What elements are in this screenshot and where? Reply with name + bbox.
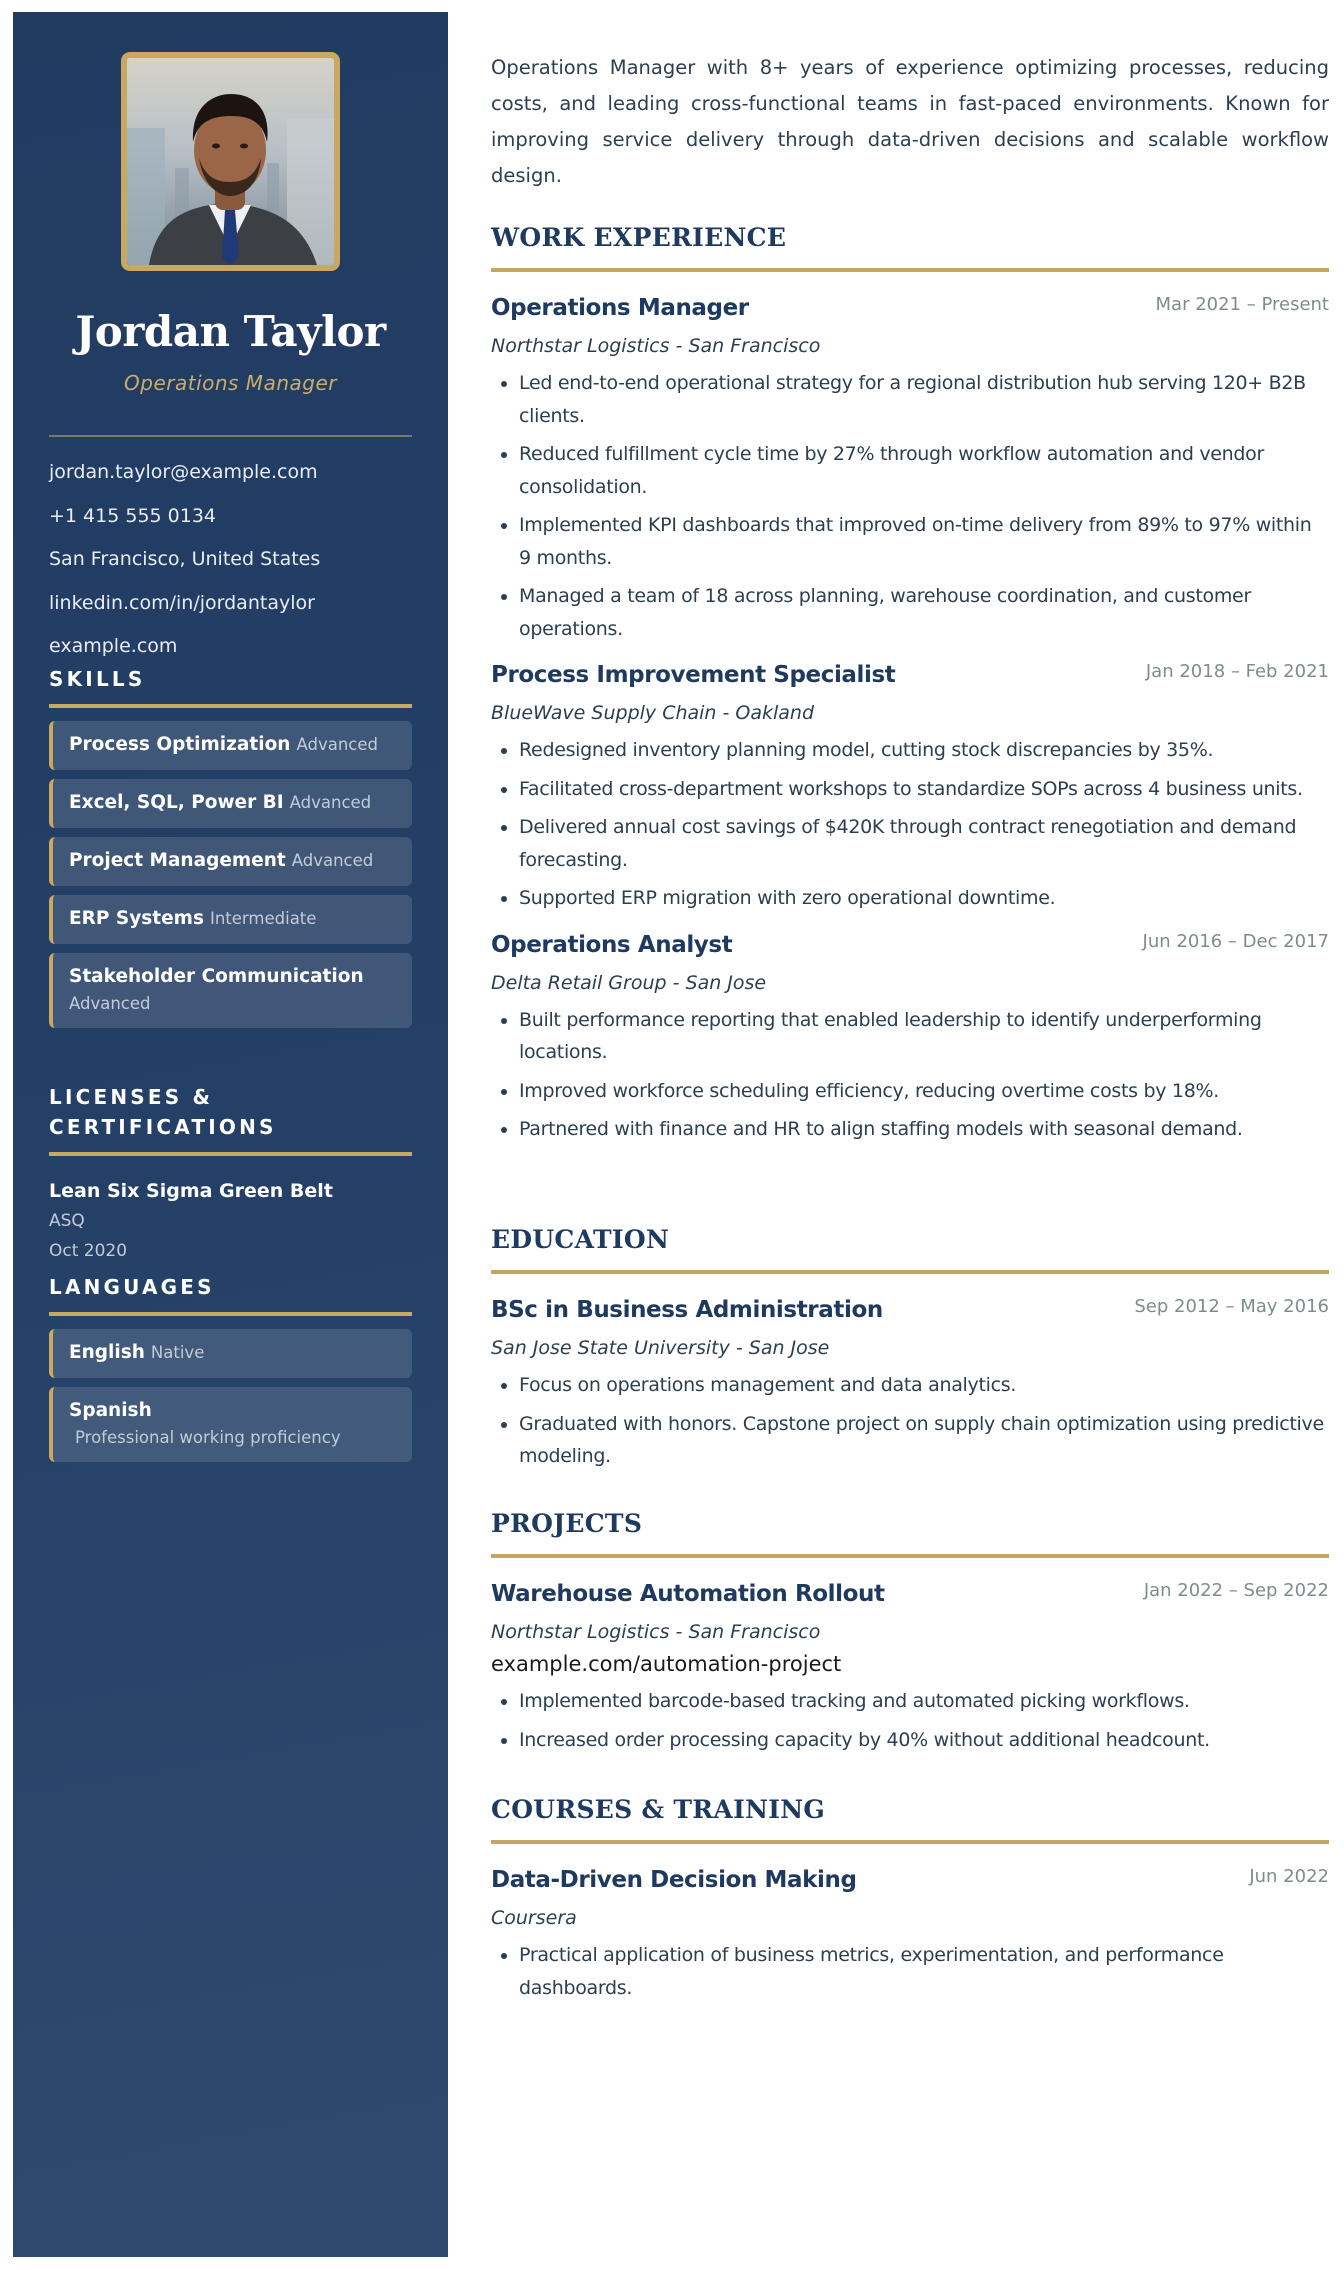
bullet-item: Implemented barcode-based tracking and automated picking workflows. bbox=[491, 1685, 1329, 1718]
bullet-item: Facilitated cross-department workshops to standardize SOPs across 4 business units. bbox=[491, 773, 1329, 806]
entry-organization: San Jose State University - San Jose bbox=[491, 1337, 830, 1359]
section-rule bbox=[491, 1840, 1329, 1844]
bullet-list bbox=[491, 367, 1329, 645]
bullet-item: Partnered with finance and HR to align staffing models with seasonal demand. bbox=[491, 1113, 1329, 1146]
skill-item bbox=[49, 895, 412, 944]
entry-organization: Northstar Logistics - San Francisco bbox=[491, 335, 821, 357]
entry-date: Jun 2016 – Dec 2017 bbox=[1142, 930, 1329, 952]
project-link[interactable]: example.com/automation-project bbox=[491, 1652, 842, 1676]
contact-list bbox=[49, 457, 412, 675]
section-rule bbox=[491, 1554, 1329, 1558]
bullet-item: Delivered annual cost savings of $420K through contract renegotiation and demand forecasting. bbox=[491, 811, 1329, 876]
certifications-heading: LICENSES & CERTIFICATIONS bbox=[49, 1085, 277, 1139]
cert-issuer: ASQ bbox=[49, 1211, 85, 1231]
bullet-list bbox=[491, 1004, 1329, 1146]
entry-date: Jan 2018 – Feb 2021 bbox=[1145, 661, 1329, 682]
bullet-item: Focus on operations management and data analytics. bbox=[491, 1369, 1329, 1402]
projects-heading: PROJECTS bbox=[491, 1509, 643, 1538]
cert-name: Lean Six Sigma Green Belt bbox=[49, 1180, 333, 1202]
skill-name: Stakeholder Communication bbox=[69, 966, 364, 987]
course-entry bbox=[491, 1862, 1329, 2004]
languages-heading: LANGUAGES bbox=[49, 1275, 215, 1299]
email-link[interactable]: jordan.taylor@example.com bbox=[49, 461, 318, 483]
bullet-item: Increased order processing capacity by 40% without additional headcount. bbox=[491, 1724, 1329, 1757]
skill-name: Project Management bbox=[69, 850, 286, 871]
languages-section bbox=[49, 1272, 412, 1462]
work-entry bbox=[491, 927, 1329, 1146]
entry-title: Operations Analyst bbox=[491, 931, 733, 958]
skill-item bbox=[49, 837, 412, 886]
section-rule bbox=[49, 1152, 412, 1156]
entry-title: BSc in Business Administration bbox=[491, 1297, 883, 1323]
skill-level: Advanced bbox=[291, 851, 374, 870]
courses-heading: COURSES & TRAINING bbox=[491, 1795, 826, 1824]
work-experience-heading: WORK EXPERIENCE bbox=[491, 223, 787, 252]
location: San Francisco, United States bbox=[49, 548, 321, 570]
entry-date: Jan 2022 – Sep 2022 bbox=[1143, 1580, 1329, 1601]
person-portrait-icon bbox=[127, 58, 334, 265]
skill-item bbox=[49, 953, 412, 1028]
phone-number: +1 415 555 0134 bbox=[49, 504, 217, 527]
work-entry bbox=[491, 290, 1329, 645]
skill-item bbox=[49, 779, 412, 828]
bullet-list bbox=[491, 734, 1329, 915]
skill-item bbox=[49, 721, 412, 770]
divider bbox=[49, 435, 412, 437]
skill-level: Advanced bbox=[69, 994, 151, 1013]
skills-heading: SKILLS bbox=[49, 667, 146, 691]
language-level: Professional working proficiency bbox=[75, 1428, 341, 1447]
sidebar bbox=[13, 12, 448, 2257]
bullet-item: Supported ERP migration with zero operational downtime. bbox=[491, 882, 1329, 915]
education-section bbox=[491, 1222, 1329, 1479]
bullet-list bbox=[491, 1939, 1329, 2004]
entry-title: Warehouse Automation Rollout bbox=[491, 1581, 885, 1607]
language-name: English bbox=[69, 1342, 145, 1363]
education-heading: EDUCATION bbox=[491, 1225, 670, 1254]
entry-organization: Delta Retail Group - San Jose bbox=[491, 971, 767, 994]
bullet-item: Built performance reporting that enabled leadership to identify underperforming locations. bbox=[491, 1004, 1329, 1069]
cert-date: Oct 2020 bbox=[49, 1241, 128, 1261]
work-experience-section bbox=[491, 220, 1329, 1152]
professional-summary: Operations Manager with 8+ years of experience optimizing processes, reducing costs, and leading cross-functional teams in fast-paced environments. Known for improving service delivery through data-driven decisions and scalable workflow design. bbox=[491, 56, 1329, 187]
language-name: Spanish bbox=[69, 1400, 152, 1421]
project-entry bbox=[491, 1576, 1329, 1756]
bullet-item: Redesigned inventory planning model, cutting stock discrepancies by 35%. bbox=[491, 734, 1329, 767]
bullet-item: Led end-to-end operational strategy for a regional distribution hub serving 120+ B2B clients. bbox=[491, 367, 1329, 432]
section-rule bbox=[491, 1270, 1329, 1274]
entry-organization: BlueWave Supply Chain - Oakland bbox=[491, 702, 815, 724]
skills-section bbox=[49, 664, 412, 1028]
bullet-list bbox=[491, 1685, 1329, 1756]
bullet-item: Practical application of business metrics, experimentation, and performance dashboards. bbox=[491, 1939, 1329, 2004]
projects-section bbox=[491, 1506, 1329, 1762]
section-rule bbox=[491, 268, 1329, 272]
bullet-item: Graduated with honors. Capstone project on supply chain optimization using predictive modeling. bbox=[491, 1408, 1329, 1473]
bullet-item: Managed a team of 18 across planning, warehouse coordination, and customer operations. bbox=[491, 580, 1329, 645]
bullet-item: Reduced fulfillment cycle time by 27% through workflow automation and vendor consolidation. bbox=[491, 438, 1329, 503]
certifications-section bbox=[49, 1082, 412, 1266]
language-item bbox=[49, 1329, 412, 1378]
website-link[interactable]: example.com bbox=[49, 635, 178, 657]
skill-name: Excel, SQL, Power BI bbox=[69, 792, 284, 813]
bullet-item: Improved workforce scheduling efficiency, reducing overtime costs by 18%. bbox=[491, 1075, 1329, 1108]
skill-level: Advanced bbox=[289, 793, 372, 812]
bullet-list bbox=[491, 1369, 1329, 1473]
language-level: Native bbox=[150, 1343, 205, 1362]
candidate-title: Operations Manager bbox=[124, 371, 337, 395]
skill-level: Intermediate bbox=[209, 909, 317, 928]
work-entry bbox=[491, 657, 1329, 915]
profile-photo bbox=[121, 52, 340, 271]
bullet-item: Implemented KPI dashboards that improved on-time delivery from 89% to 97% within 9 months. bbox=[491, 509, 1329, 574]
entry-title: Process Improvement Specialist bbox=[491, 662, 896, 688]
candidate-name: Jordan Taylor bbox=[75, 307, 386, 356]
skill-name: ERP Systems bbox=[69, 908, 204, 929]
skill-level: Advanced bbox=[296, 735, 378, 754]
entry-title: Data-Driven Decision Making bbox=[491, 1867, 857, 1893]
entry-date: Mar 2021 – Present bbox=[1155, 294, 1329, 315]
entry-title: Operations Manager bbox=[491, 295, 749, 321]
linkedin-link[interactable]: linkedin.com/in/jordantaylor bbox=[49, 591, 315, 614]
language-item bbox=[49, 1387, 412, 1462]
entry-date: Jun 2022 bbox=[1249, 1866, 1329, 1887]
entry-organization: Coursera bbox=[491, 1907, 577, 1929]
skill-name: Process Optimization bbox=[69, 734, 291, 755]
courses-section bbox=[491, 1792, 1329, 2010]
entry-date: Sep 2012 – May 2016 bbox=[1134, 1296, 1329, 1317]
education-entry bbox=[491, 1292, 1329, 1473]
entry-organization: Northstar Logistics - San Francisco bbox=[491, 1621, 821, 1643]
